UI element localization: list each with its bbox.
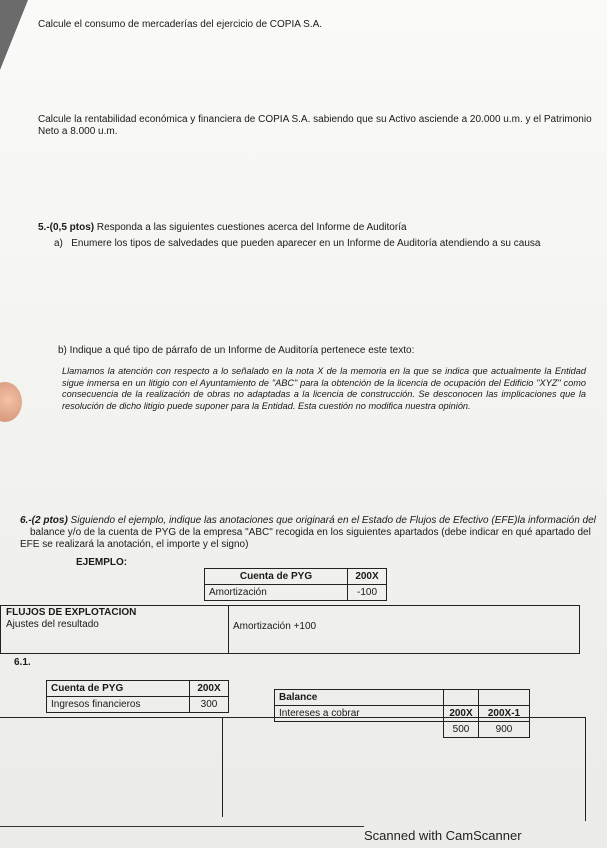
question-6-line1: Siguiendo el ejemplo, indique las anotaciones que originará en el Estado de Flujos de Efectivo (EFE)la información del — [67, 515, 596, 526]
question-rentabilidad-line2: Neto a 8.000 u.m. — [38, 126, 118, 137]
ejemplo-label: EJEMPLO: — [76, 557, 128, 568]
flujos-subtitle: Ajustes del resultado — [6, 619, 99, 630]
question-5-text: Responda a las siguientes cuestiones acerca del Informe de Auditoría — [94, 222, 407, 233]
answer-box-top — [0, 717, 586, 718]
q61-pyg-row: Ingresos financieros — [47, 697, 190, 713]
answer-box-divider — [222, 717, 223, 817]
question-5-points: 5.-(0,5 ptos) — [38, 222, 95, 233]
flujos-title: FLUJOS DE EXPLOTACION — [6, 607, 137, 618]
q61-balance-year2: 200X-1 — [479, 706, 530, 722]
question-6-line3: EFE se realizará la anotación, el importe y el signo) — [20, 539, 249, 550]
q61-balance-row: Intereses a cobrar — [275, 706, 444, 722]
folded-corner — [0, 0, 28, 70]
q61-pyg-table — [46, 680, 229, 713]
ejemplo-row-value: -100 — [348, 585, 387, 601]
ejemplo-row-label: Amortización — [205, 585, 348, 601]
q61-pyg-header: Cuenta de PYG — [47, 681, 190, 697]
question-6 — [20, 515, 607, 551]
q61-label: 6.1. — [14, 657, 31, 668]
question-5-title — [38, 222, 407, 234]
ejemplo-pyg-header: Cuenta de PYG — [205, 569, 348, 585]
finger-shadow — [0, 382, 22, 422]
q61-balance-value2: 900 — [479, 722, 530, 738]
answer-box-right — [585, 717, 586, 821]
question-5a: a) Enumere los tipos de salvedades que pueden aparecer en un Informe de Auditoría atendiendo a su causa — [54, 238, 541, 249]
q61-balance-header: Balance — [275, 690, 444, 706]
question-rentabilidad-line1: Calcule la rentabilidad económica y financiera de COPIA S.A. sabiendo que su Activo asciende a 20.000 u.m. y el Patrimonio — [38, 114, 592, 125]
q61-balance-year1: 200X — [444, 706, 479, 722]
question-6-points: 6.-(2 ptos) — [20, 515, 68, 526]
question-consumo: Calcule el consumo de mercaderías del ejercicio de COPIA S.A. — [38, 19, 323, 30]
q61-balance-table — [274, 689, 530, 738]
question-6-line2: balance y/o de la cuenta de PYG de la empresa "ABC" recogida en los siguientes apartados (debe indicar en qué apartado del — [30, 527, 591, 538]
q61-pyg-value: 300 — [190, 697, 229, 713]
ejemplo-year-header: 200X — [348, 569, 387, 585]
q61-pyg-year: 200X — [190, 681, 229, 697]
audit-paragraph: Llamamos la atención con respecto a lo señalado en la nota X de la memoria en la que se indica que actualmente la Entidad sigue inmersa en un litigio con el Ayuntamiento de "ABC" para la obtención de la licencia de ocupación del Edificio "XYZ" como consecuencia de la realización de obras no adaptadas a la licencia de construcción. Se desconocen las implicaciones que la resolución de dicho litigio puede suponer para la Entidad. Esta cuestión no modifica nuestra opinión. — [62, 366, 586, 411]
question-5b: b) Indique a qué tipo de párrafo de un Informe de Auditoría pertenece este texto: — [58, 345, 415, 356]
q61-balance-value1: 500 — [444, 722, 479, 738]
flujos-entry: Amortización +100 — [233, 621, 317, 632]
ejemplo-pyg-table — [204, 568, 387, 601]
footer-line — [0, 826, 364, 827]
camscanner-footer: Scanned with CamScanner — [364, 828, 522, 843]
flujos-divider — [228, 605, 229, 653]
